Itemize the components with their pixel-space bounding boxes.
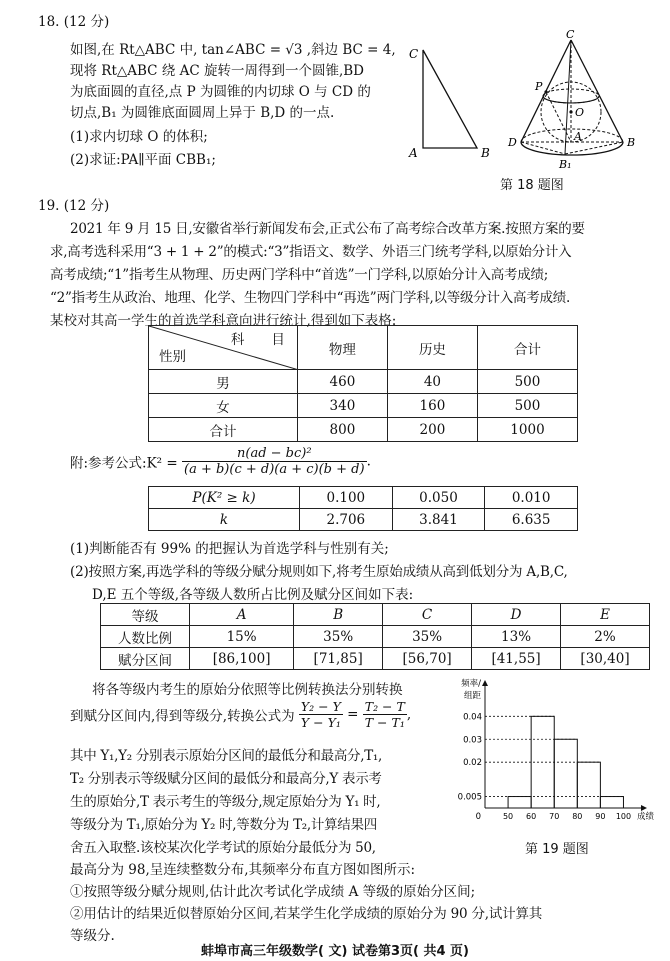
table3-header: C xyxy=(383,604,472,626)
q19-intro-1: 2021 年 9 月 15 日,安徽省举行新闻发布会,正式公布了高考综合改革方案.按照方案的要 xyxy=(70,221,585,237)
x-axis-label: 成绩 xyxy=(637,812,655,822)
table3-cell: 13% xyxy=(472,626,561,648)
table2-cell: P(K² ≥ k) xyxy=(149,487,300,509)
formula-fraction xyxy=(182,446,367,477)
table1-cell: 200 xyxy=(387,418,477,442)
table3-cell: 35% xyxy=(383,626,472,648)
table3-header: E xyxy=(561,604,650,626)
table1-cell: 500 xyxy=(477,394,577,418)
q18-number xyxy=(38,10,109,30)
histogram-bar xyxy=(577,762,600,808)
table2-cell: 0.100 xyxy=(300,487,393,509)
q18-score: (12 分) xyxy=(63,14,110,30)
y-axis-label-top: 频率/ xyxy=(461,679,481,689)
y-axis-arrow xyxy=(482,680,488,686)
q19-number xyxy=(38,194,109,214)
cone-label-c: C xyxy=(566,30,575,41)
table2-cell: 0.050 xyxy=(392,487,485,509)
table1-cell: 女 xyxy=(149,394,298,418)
tri-label-a: A xyxy=(409,146,418,160)
conversion-right-fraction xyxy=(363,699,407,730)
q19-text-l2-pre: 到赋分区间内,得到等级分,转换公式为 xyxy=(70,708,295,725)
q19-text-l2-post: , xyxy=(406,706,412,723)
q19-intro-4: “2”指考生从政治、地理、化学、生物四门学科中“再选”两门学科,以等级分计入高考成绩. xyxy=(50,290,571,306)
table2-cell: 6.635 xyxy=(485,509,578,531)
q19-caption: 第 19 题图 xyxy=(525,842,589,857)
table1-cell: 800 xyxy=(297,418,387,442)
table1-cell: 男 xyxy=(149,370,298,394)
y-tick-label: 0.005 xyxy=(457,792,482,803)
q19-score: (12 分) xyxy=(63,198,110,214)
triangle-figure xyxy=(405,40,495,165)
table1-header-physics: 物理 xyxy=(297,326,387,370)
cone-base-back xyxy=(521,129,623,142)
conversion-right-num: T₂ − T xyxy=(364,699,405,714)
q18-sub1: (1)求内切球 O 的体积; xyxy=(70,129,208,145)
q18-sub2: (2)求证:PA∥平面 CBB₁; xyxy=(70,152,216,168)
q19-text-s2: ②用估计的结果近似替原始分区间,若某学生化学成绩的原始分为 90 分,试计算其 xyxy=(70,906,543,922)
q19-text-l6: 等级分为 T₁,原始分为 Y₂ 时,等数分为 T₂,计算结果四 xyxy=(70,817,377,833)
origin-label: 0 xyxy=(475,812,481,822)
x-tick-label: 50 xyxy=(502,812,514,821)
tri-label-c: C xyxy=(409,47,419,61)
table3-cell: 2% xyxy=(561,626,650,648)
q19-text-l5: 生的原始分,T 表示考生的等级分,规定原始分为 Y₁ 时, xyxy=(70,794,381,810)
q19-text-l3: 其中 Y₁,Y₂ 分别表示原始分区间的最低分和最高分,T₁, xyxy=(70,748,383,764)
table1-diag-top: 科 目 xyxy=(230,332,285,348)
formula-label: 附:参考公式:K² = xyxy=(70,455,178,472)
q19-part2-b: D,E 五个等级,各等级人数所占比例及赋分区间如下表: xyxy=(92,587,414,603)
table1-header-total: 合计 xyxy=(477,326,577,370)
formula-numerator: n(ad − bc)² xyxy=(182,446,367,462)
x-axis-arrow xyxy=(641,805,647,811)
center-o-dot xyxy=(569,110,572,113)
q19-text-l4: T₂ 分别表示等级赋分区间的最低分和最高分,Y 表示考 xyxy=(70,771,382,787)
q19-text-s3: 等级分. xyxy=(70,928,115,944)
q19-part2-a: (2)按照方案,再选学科的等级分赋分规则如下,将考生原始成绩从高到低划分为 A,B,C, xyxy=(70,564,568,580)
table1-cell: 160 xyxy=(387,394,477,418)
table1-cell: 500 xyxy=(477,370,577,394)
table2-cell: 0.010 xyxy=(485,487,578,509)
x-tick-label: 70 xyxy=(549,812,560,821)
x-tick-label: 60 xyxy=(526,812,537,821)
table3-cell: [41,55] xyxy=(472,648,561,670)
table1-cell: 40 xyxy=(387,370,477,394)
tri-label-b: B xyxy=(481,146,490,160)
table3-cell: [86,100] xyxy=(190,648,294,670)
critical-value-table xyxy=(148,486,578,531)
table3-header: B xyxy=(294,604,383,626)
y-tick-label: 0.03 xyxy=(463,735,482,746)
cone-label-p: P xyxy=(535,80,543,93)
y-tick-label: 0.04 xyxy=(463,712,482,723)
reference-formula: 附:参考公式:K² = $\frac{\text{n(ad − bc)²}}{(a + b)(c + d)(a + c)(b + d)}$ . xyxy=(70,446,371,477)
segment-cb1 xyxy=(565,40,571,154)
table3-header: A xyxy=(190,604,294,626)
histogram-bar xyxy=(600,797,623,808)
q19-intro-3: 高考成绩;“1”指考生从物理、历史两门学科中“首选”一门学科,以原始分计入高考成绩; xyxy=(50,267,549,283)
table3-header: D xyxy=(472,604,561,626)
table1-cell: 1000 xyxy=(477,418,577,442)
q19-text-l8: 最高分为 98,呈连续整数分布,其频率分布直方图如图所示: xyxy=(70,862,416,878)
cone-label-a: A xyxy=(574,130,582,143)
q18-number-text: 18. xyxy=(38,14,60,30)
cone-label-d: D xyxy=(508,136,517,149)
q18-line-3: 为底面圆的直径,点 P 为圆锥的内切球 O 与 CD 的 xyxy=(70,84,371,100)
table3-cell: 赋分区间 xyxy=(101,648,190,670)
q19-number-text: 19. xyxy=(38,198,60,214)
q18-line-1: 如图,在 Rt△ABC 中, tan∠ABC = √3 ,斜边 BC = 4, xyxy=(70,42,396,58)
table3-cell: 35% xyxy=(294,626,383,648)
table3-header: 等级 xyxy=(101,604,190,626)
formula-denominator: (a + b)(c + d)(a + c)(b + d) xyxy=(184,462,365,477)
segment-bb1 xyxy=(565,142,623,154)
point-p-dot xyxy=(544,90,547,93)
table2-cell: k xyxy=(149,509,300,531)
conversion-left-num: Y₂ − Y xyxy=(300,699,341,714)
table3-cell: [71,85] xyxy=(294,648,383,670)
y-axis-label-bottom: 组距 xyxy=(463,691,481,701)
q18-line-4: 切点,B₁ 为圆锥底面圆周上异于 B,D 的一点. xyxy=(70,105,335,121)
table2-cell: 2.706 xyxy=(300,509,393,531)
page-footer: 蚌埠市高三年级数学( 文) 试卷第3页( 共4 页) xyxy=(201,944,469,959)
histogram-bar xyxy=(508,797,531,808)
cone-figure xyxy=(505,30,645,175)
table2-cell: 3.841 xyxy=(392,509,485,531)
q18-caption: 第 18 题图 xyxy=(500,178,564,193)
table1-diag-bottom: 性别 xyxy=(159,349,186,365)
table1-header-history: 历史 xyxy=(387,326,477,370)
histogram-bar xyxy=(554,739,577,808)
table3-cell: 人数比例 xyxy=(101,626,190,648)
table3-cell: [56,70] xyxy=(383,648,472,670)
table1-cell: 460 xyxy=(297,370,387,394)
cone-label-o: O xyxy=(575,106,585,119)
x-tick-label: 80 xyxy=(572,812,583,821)
triangle-shape xyxy=(423,50,477,148)
grade-table xyxy=(100,603,650,670)
table1-diagonal-header xyxy=(149,326,298,370)
cone-label-b: B xyxy=(627,136,636,149)
x-tick-label: 90 xyxy=(595,812,606,821)
y-tick-label: 0.02 xyxy=(463,758,482,769)
table3-cell: 15% xyxy=(190,626,294,648)
conversion-left-fraction xyxy=(299,699,343,730)
q19-intro-5: 某校对其高一学生的首选学科意向进行统计,得到如下表格: xyxy=(50,313,397,329)
q19-text-l1: 将各等级内考生的原始分依照等比例转换法分别转换 xyxy=(92,682,403,698)
contingency-table xyxy=(148,325,578,442)
table1-cell: 340 xyxy=(297,394,387,418)
table3-cell: [30,40] xyxy=(561,648,650,670)
q19-text-s1: ①按照等级分赋分规则,估计此次考试化学成绩 A 等级的原始分区间; xyxy=(70,884,476,900)
conversion-equals: = xyxy=(347,706,359,723)
q19-intro-2: 求,高考选科采用“3 + 1 + 2”的模式:“3”指语文、数学、外语三门统考学科,以原始分计入 xyxy=(50,244,572,260)
q19-part1: (1)判断能否有 99% 的把握认为首选学科与性别有关; xyxy=(70,541,389,557)
q19-text-l7: 舍五入取整.该校某次化学考试的原始分最低分为 50, xyxy=(70,840,376,856)
conversion-left-den: Y − Y₁ xyxy=(300,715,341,730)
x-tick-label: 100 xyxy=(615,812,632,821)
cone-label-b1: B₁ xyxy=(559,158,572,171)
frequency-histogram xyxy=(455,678,660,838)
q18-line-2: 现将 Rt△ABC 绕 AC 旋转一周得到一个圆锥,BD xyxy=(70,63,365,79)
q19-text-l2 xyxy=(70,699,411,730)
table1-cell: 合计 xyxy=(149,418,298,442)
conversion-right-den: T − T₁ xyxy=(364,715,405,730)
